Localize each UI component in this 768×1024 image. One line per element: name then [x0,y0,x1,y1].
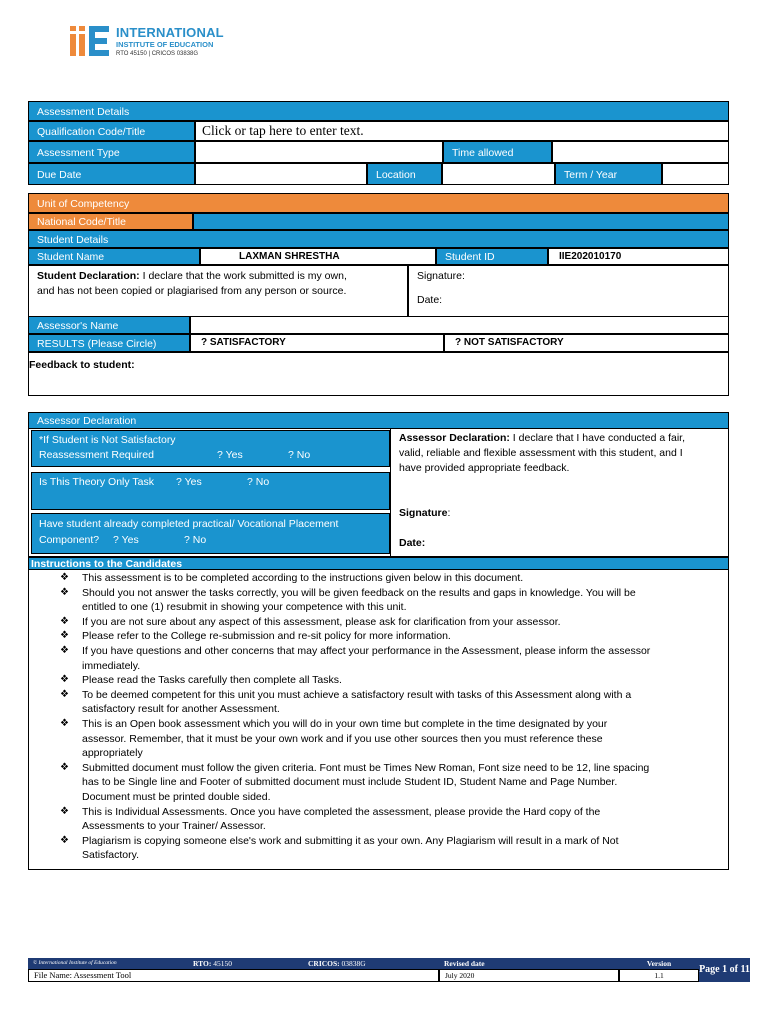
assessor-signature-colon: : [447,507,451,519]
reassessment-line-1: *If Student is Not Satisfactory [39,434,176,446]
footer-cricos-value: 03838G [339,959,366,968]
practical-placement-yes-option[interactable]: ? Yes [113,534,139,546]
qualification-field[interactable]: Click or tap here to enter text. [195,121,729,141]
term-year-field[interactable] [662,163,729,185]
footer-revised-label: Revised date [439,958,619,969]
feedback-box[interactable] [28,352,729,396]
result-satisfactory-option[interactable]: ? SATISFACTORY [190,334,444,352]
instruction-item [28,644,729,673]
assessment-details-header: Assessment Details [28,101,729,121]
student-details-table [28,193,729,397]
theory-only-yes-option[interactable]: ? Yes [176,476,202,488]
diamond-bullet-icon: ❖ [60,761,69,773]
term-year-label: Term / Year [555,163,662,185]
student-details-header: Student Details [28,230,729,248]
footer-rto-label: RTO: [193,959,212,968]
reassessment-no-option[interactable]: ? No [288,449,311,461]
instruction-text: appropriately [82,747,143,760]
reassessment-yes-option[interactable]: ? Yes [217,449,243,461]
iie-logo-icon [70,26,112,56]
student-name-label: Student Name [28,248,200,265]
theory-only-label: Is This Theory Only Task [39,476,154,488]
diamond-bullet-icon: ❖ [60,586,69,598]
footer-rto-value: 45150 [211,959,232,968]
assessor-declaration-line-2: valid, reliable and flexible assessment with this student, and I [399,447,683,459]
student-signature-box[interactable] [408,265,729,317]
student-id-value[interactable]: IIE202010170 [548,248,729,265]
student-date-label: Date: [417,294,443,306]
assessor-declaration-line-3: have provided appropriate feedback. [399,462,570,474]
instruction-text: entitled to one (1) resubmit in showing your competence with this unit. [82,601,407,614]
footer-cricos [303,958,439,969]
instruction-text: satisfactory result for another Assessment. [82,703,280,716]
diamond-bullet-icon: ❖ [60,644,69,656]
student-declaration-label: Student Declaration: [37,270,140,282]
assessor-name-field[interactable] [190,316,729,334]
instructions-header: Instructions to the Candidates [28,557,729,570]
assessor-declaration-header: Assessor Declaration [28,412,729,429]
logo-line-3: RTO 45150 | CRICOS 03838G [116,50,199,57]
reassessment-line-2: Reassessment Required [39,449,154,461]
due-date-label: Due Date [28,163,195,185]
logo-text [116,26,224,57]
instruction-item [28,571,729,586]
instruction-text: has to be Single line and Footer of submitted document must include Student ID, Student Name and Page Number. [82,776,618,789]
instruction-text: To be deemed competent for this unit you must achieve a satisfactory result with tasks of this Assessment along with a [82,688,632,701]
instructions-list [28,571,729,863]
unit-of-competency-header: Unit of Competency [28,193,729,213]
instruction-text: If you have questions and other concerns that may affect your performance in the Assessment, please inform the assessor [82,644,651,657]
instruction-item [28,673,729,688]
instruction-item [28,615,729,630]
diamond-bullet-icon: ❖ [60,572,69,583]
due-date-field[interactable] [195,163,367,185]
instruction-item [28,834,729,863]
footer-copyright: © International Institute of Education [28,958,188,969]
instruction-text: assessor. Remember, that it must be your own work and if you use other sources then you must reference these [82,732,603,745]
assessment-type-field[interactable] [195,141,443,163]
instruction-text: Plagiarism is copying someone else's work and submitting it as your own. Any Plagiarism will result in a mark of Not [82,834,619,847]
feedback-label: Feedback to student: [29,359,135,371]
theory-only-no-option[interactable]: ? No [247,476,270,488]
footer-file-name: File Name: Assessment Tool [28,969,439,982]
diamond-bullet-icon: ❖ [60,688,69,700]
instruction-text: Satisfactory. [82,849,139,862]
footer-rto [188,958,303,969]
student-signature-label: Signature: [417,270,465,282]
student-declaration-text-2: and has not been copied or plagiarised from any person or source. [37,285,347,297]
page-footer [28,958,750,982]
logo-line-2: INSTITUTE OF EDUCATION [116,40,214,49]
instruction-text: Submitted document must follow the given criteria. Font must be Times New Roman, Font size need to be 12, line spacing [82,761,650,774]
instruction-text: If you are not sure about any aspect of this assessment, please ask for clarification from your assessor. [82,615,561,628]
instruction-text: Assessments to your Trainer/ Assessor. [82,820,266,833]
diamond-bullet-icon: ❖ [60,805,69,817]
assessor-name-label: Assessor's Name [28,316,190,334]
footer-version-label: Version [619,958,699,969]
national-code-label: National Code/Title [28,213,193,230]
location-field[interactable] [442,163,555,185]
logo-line-1: INTERNATIONAL [116,25,224,40]
instruction-item [28,629,729,644]
assessment-type-label: Assessment Type [28,141,195,163]
student-declaration-text-1: I declare that the work submitted is my own, [139,270,347,282]
theory-only-question [31,472,390,510]
time-allowed-field[interactable] [552,141,729,163]
assessment-details-table [28,101,729,185]
diamond-bullet-icon: ❖ [60,674,69,686]
instruction-text: Document must be printed double sided. [82,790,271,803]
assessor-signature-field[interactable] [399,506,450,521]
diamond-bullet-icon: ❖ [60,615,69,627]
footer-version-value: 1.1 [619,969,699,982]
assessor-declaration-table [28,412,729,557]
practical-placement-line-1: Have student already completed practical/ Vocational Placement [39,518,339,530]
instruction-text: Please refer to the College re-submission and re-sit policy for more information. [82,630,451,643]
practical-placement-question [31,513,390,554]
time-allowed-label: Time allowed [443,141,552,163]
instructions-section [28,557,729,870]
assessor-declaration-label: Assessor Declaration: [399,432,510,444]
practical-placement-line-2: Component? [39,534,100,546]
assessor-date-field[interactable]: Date: [399,537,426,549]
instruction-item [28,688,729,717]
reassessment-question [31,430,390,467]
student-name-value[interactable]: LAXMAN SHRESTHA [200,248,436,265]
results-label: RESULTS (Please Circle) [28,334,190,352]
student-declaration [28,265,408,317]
diamond-bullet-icon: ❖ [60,717,69,729]
assessor-signature-label: Signature [399,507,448,519]
institute-logo [70,26,230,58]
instruction-text: Should you not answer the tasks correctly, you will be given feedback on the results and gaps in knowledge. You will be [82,586,636,599]
qualification-label: Qualification Code/Title [28,121,195,141]
assessor-declaration-line-1: I declare that I have conducted a fair, [509,432,686,444]
national-code-field[interactable] [193,213,729,230]
instruction-item [28,761,729,805]
instruction-text: This is Individual Assessments. Once you have completed the assessment, please provide the Hard copy of the [82,805,601,818]
practical-placement-no-option[interactable]: ? No [184,534,207,546]
diamond-bullet-icon: ❖ [60,834,69,846]
instruction-item [28,717,729,761]
instruction-text: This is an Open book assessment which you will do in your own time but complete in the time designated by your [82,717,608,730]
diamond-bullet-icon: ❖ [60,630,69,642]
instruction-text: Please read the Tasks carefully then complete all Tasks. [82,674,342,687]
instruction-item [28,805,729,834]
instruction-item [28,586,729,615]
assessor-declaration-statement [390,429,728,556]
footer-cricos-label: CRICOS: [308,959,340,968]
footer-revised-value: July 2020 [439,969,619,982]
instruction-text: This assessment is to be completed according to the instructions given below in this document. [82,572,524,584]
location-label: Location [367,163,442,185]
student-id-label: Student ID [436,248,548,265]
result-not-satisfactory-option[interactable]: ? NOT SATISFACTORY [444,334,729,352]
instruction-text: immediately. [82,659,141,672]
footer-page-number: Page 1 of 11 [699,958,750,982]
